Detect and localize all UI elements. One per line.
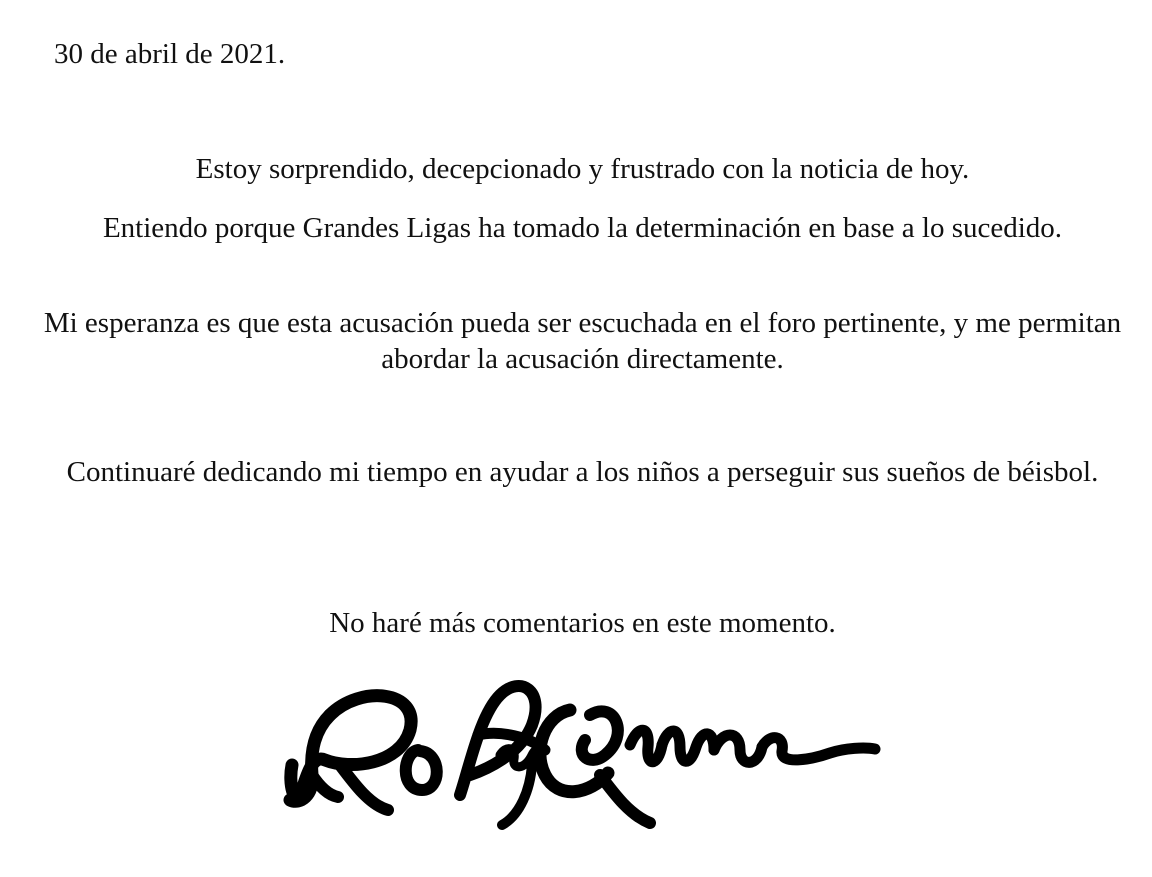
- statement-date: 30 de abril de 2021.: [54, 38, 286, 70]
- statement-paragraph-2: Entiendo porque Grandes Ligas ha tomado la determinación en base a lo sucedido.: [102, 212, 1063, 244]
- statement-paragraph-1: Estoy sorprendido, decepcionado y frustrado con la noticia de hoy.: [195, 153, 970, 185]
- statement-paragraph-3: Mi esperanza es que esta acusación pueda ser escuchada en el foro pertinente, y me permitan abordar la acusación directamente.: [43, 307, 1122, 375]
- statement-paragraph-4: Continuaré dedicando mi tiempo en ayudar a los niños a perseguir sus sueños de béisbol.: [66, 456, 1099, 488]
- statement-paragraph-5: No haré más comentarios en este momento.: [329, 607, 836, 639]
- handwritten-signature: [270, 655, 890, 855]
